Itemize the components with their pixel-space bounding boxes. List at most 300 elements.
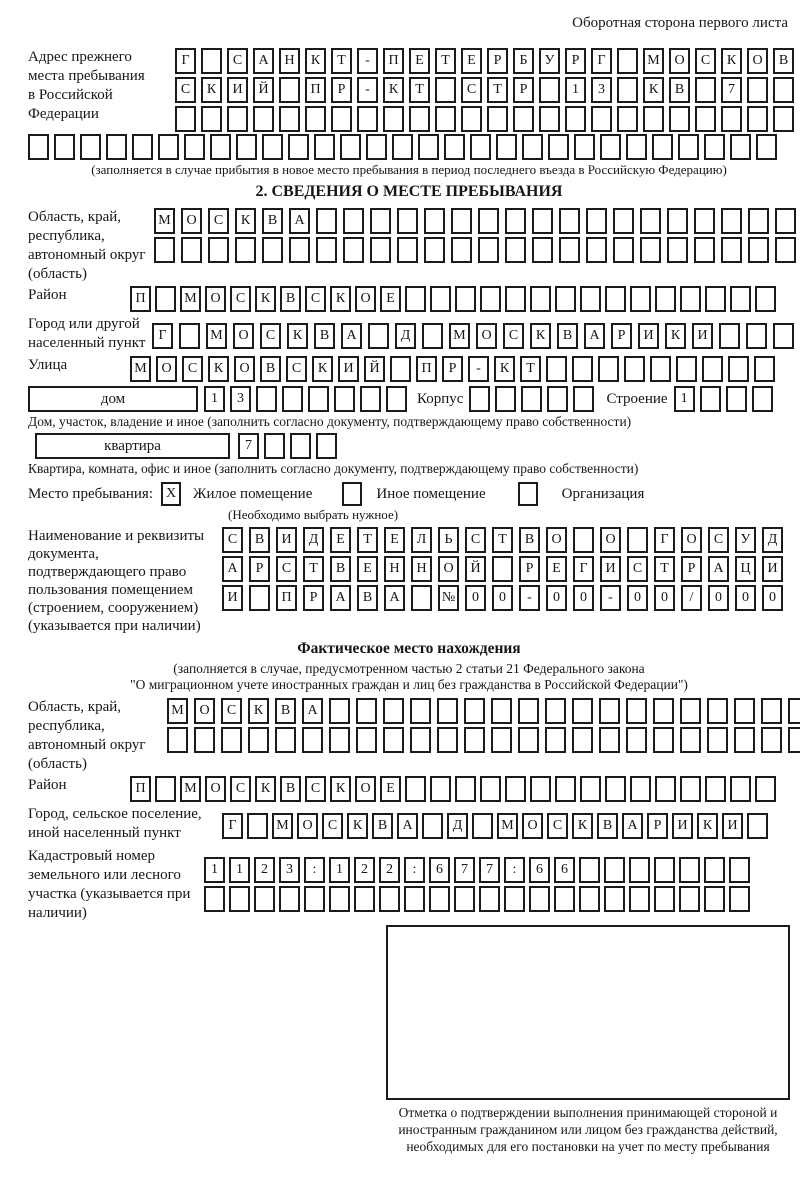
char-cell[interactable]: С bbox=[276, 556, 297, 582]
char-cell[interactable] bbox=[748, 208, 769, 234]
char-cell[interactable]: 3 bbox=[279, 857, 300, 883]
char-cell[interactable]: С bbox=[182, 356, 203, 382]
char-cell[interactable] bbox=[626, 727, 647, 753]
char-cell[interactable] bbox=[617, 48, 638, 74]
char-cell[interactable]: С bbox=[222, 527, 243, 553]
char-cell[interactable] bbox=[491, 727, 512, 753]
char-cell[interactable] bbox=[518, 698, 539, 724]
char-cell[interactable]: Е bbox=[409, 48, 430, 74]
char-cell[interactable] bbox=[370, 237, 391, 263]
char-cell[interactable] bbox=[754, 356, 775, 382]
char-cell[interactable] bbox=[210, 134, 231, 160]
char-cell[interactable]: А bbox=[222, 556, 243, 582]
char-cell[interactable] bbox=[572, 698, 593, 724]
char-cell[interactable] bbox=[435, 106, 456, 132]
char-cell[interactable] bbox=[705, 776, 726, 802]
char-cell[interactable]: Д bbox=[447, 813, 468, 839]
char-cell[interactable] bbox=[629, 857, 650, 883]
char-cell[interactable]: И bbox=[722, 813, 743, 839]
char-cell[interactable]: П bbox=[383, 48, 404, 74]
char-cell[interactable]: 1 bbox=[229, 857, 250, 883]
char-cell[interactable] bbox=[626, 698, 647, 724]
char-cell[interactable]: Р bbox=[681, 556, 702, 582]
char-cell[interactable]: О bbox=[205, 286, 226, 312]
char-cell[interactable] bbox=[316, 237, 337, 263]
char-cell[interactable] bbox=[572, 727, 593, 753]
char-cell[interactable]: Т bbox=[303, 556, 324, 582]
char-cell[interactable]: П bbox=[416, 356, 437, 382]
char-cell[interactable]: К bbox=[330, 776, 351, 802]
char-cell[interactable] bbox=[513, 106, 534, 132]
char-cell[interactable] bbox=[454, 886, 475, 912]
char-cell[interactable] bbox=[254, 886, 275, 912]
char-cell[interactable]: - bbox=[468, 356, 489, 382]
char-cell[interactable] bbox=[305, 106, 326, 132]
char-cell[interactable] bbox=[410, 727, 431, 753]
char-cell[interactable] bbox=[530, 776, 551, 802]
char-cell[interactable]: К bbox=[530, 323, 551, 349]
char-cell[interactable]: В bbox=[773, 48, 794, 74]
char-cell[interactable] bbox=[559, 237, 580, 263]
char-cell[interactable]: Е bbox=[357, 556, 378, 582]
char-cell[interactable] bbox=[655, 286, 676, 312]
char-cell[interactable] bbox=[617, 77, 638, 103]
char-cell[interactable] bbox=[654, 857, 675, 883]
char-cell[interactable]: С bbox=[227, 48, 248, 74]
char-cell[interactable] bbox=[730, 776, 751, 802]
char-cell[interactable] bbox=[586, 208, 607, 234]
char-cell[interactable]: Е bbox=[330, 527, 351, 553]
char-cell[interactable]: Н bbox=[279, 48, 300, 74]
char-cell[interactable] bbox=[356, 698, 377, 724]
char-cell[interactable] bbox=[204, 886, 225, 912]
char-cell[interactable]: 2 bbox=[254, 857, 275, 883]
char-cell[interactable]: В bbox=[249, 527, 270, 553]
char-cell[interactable]: С bbox=[627, 556, 648, 582]
char-cell[interactable] bbox=[247, 813, 268, 839]
char-cell[interactable]: 0 bbox=[465, 585, 486, 611]
char-cell[interactable] bbox=[707, 698, 728, 724]
char-cell[interactable] bbox=[539, 77, 560, 103]
char-cell[interactable] bbox=[308, 386, 329, 412]
char-cell[interactable]: С bbox=[305, 286, 326, 312]
char-cell[interactable] bbox=[290, 433, 311, 459]
char-cell[interactable]: Р bbox=[487, 48, 508, 74]
char-cell[interactable] bbox=[229, 886, 250, 912]
char-cell[interactable]: Т bbox=[520, 356, 541, 382]
char-cell[interactable] bbox=[279, 886, 300, 912]
char-cell[interactable] bbox=[495, 386, 516, 412]
char-cell[interactable]: 0 bbox=[573, 585, 594, 611]
char-cell[interactable] bbox=[600, 134, 621, 160]
char-cell[interactable]: 0 bbox=[627, 585, 648, 611]
char-cell[interactable] bbox=[617, 106, 638, 132]
char-cell[interactable] bbox=[775, 208, 796, 234]
char-cell[interactable]: К bbox=[572, 813, 593, 839]
char-cell[interactable]: Г bbox=[654, 527, 675, 553]
char-cell[interactable] bbox=[695, 77, 716, 103]
char-cell[interactable] bbox=[627, 527, 648, 553]
char-cell[interactable] bbox=[704, 886, 725, 912]
char-cell[interactable]: Т bbox=[654, 556, 675, 582]
char-cell[interactable]: Н bbox=[384, 556, 405, 582]
char-cell[interactable] bbox=[522, 134, 543, 160]
char-cell[interactable] bbox=[487, 106, 508, 132]
char-cell[interactable] bbox=[680, 698, 701, 724]
char-cell[interactable]: Т bbox=[409, 77, 430, 103]
char-cell[interactable]: М bbox=[643, 48, 664, 74]
char-cell[interactable] bbox=[521, 386, 542, 412]
char-cell[interactable] bbox=[532, 208, 553, 234]
stay-type-checkbox-other-premises[interactable] bbox=[342, 482, 362, 506]
char-cell[interactable] bbox=[158, 134, 179, 160]
char-cell[interactable] bbox=[155, 776, 176, 802]
char-cell[interactable]: О bbox=[476, 323, 497, 349]
char-cell[interactable] bbox=[559, 208, 580, 234]
char-cell[interactable]: А bbox=[341, 323, 362, 349]
char-cell[interactable]: 0 bbox=[654, 585, 675, 611]
char-cell[interactable]: С bbox=[230, 776, 251, 802]
char-cell[interactable]: С bbox=[175, 77, 196, 103]
char-cell[interactable]: Й bbox=[465, 556, 486, 582]
char-cell[interactable]: С bbox=[221, 698, 242, 724]
char-cell[interactable]: Р bbox=[647, 813, 668, 839]
char-cell[interactable]: Й bbox=[364, 356, 385, 382]
char-cell[interactable]: 6 bbox=[429, 857, 450, 883]
char-cell[interactable] bbox=[640, 237, 661, 263]
char-cell[interactable]: С bbox=[322, 813, 343, 839]
char-cell[interactable]: М bbox=[449, 323, 470, 349]
char-cell[interactable] bbox=[154, 237, 175, 263]
char-cell[interactable] bbox=[430, 286, 451, 312]
char-cell[interactable] bbox=[404, 886, 425, 912]
char-cell[interactable]: Д bbox=[395, 323, 416, 349]
char-cell[interactable] bbox=[773, 323, 794, 349]
char-cell[interactable] bbox=[705, 286, 726, 312]
char-cell[interactable] bbox=[694, 208, 715, 234]
char-cell[interactable]: Н bbox=[411, 556, 432, 582]
char-cell[interactable] bbox=[464, 698, 485, 724]
char-cell[interactable]: А bbox=[397, 813, 418, 839]
char-cell[interactable]: С bbox=[503, 323, 524, 349]
char-cell[interactable]: К bbox=[248, 698, 269, 724]
char-cell[interactable] bbox=[572, 356, 593, 382]
char-cell[interactable] bbox=[539, 106, 560, 132]
char-cell[interactable]: К bbox=[235, 208, 256, 234]
char-cell[interactable] bbox=[591, 106, 612, 132]
char-cell[interactable]: : bbox=[504, 857, 525, 883]
char-cell[interactable] bbox=[201, 106, 222, 132]
char-cell[interactable] bbox=[357, 106, 378, 132]
char-cell[interactable] bbox=[451, 208, 472, 234]
char-cell[interactable]: М bbox=[130, 356, 151, 382]
char-cell[interactable]: А bbox=[708, 556, 729, 582]
char-cell[interactable]: С bbox=[465, 527, 486, 553]
char-cell[interactable]: М bbox=[154, 208, 175, 234]
char-cell[interactable] bbox=[383, 727, 404, 753]
char-cell[interactable]: К bbox=[287, 323, 308, 349]
char-cell[interactable]: О bbox=[600, 527, 621, 553]
char-cell[interactable] bbox=[761, 727, 782, 753]
char-cell[interactable] bbox=[565, 106, 586, 132]
char-cell[interactable] bbox=[505, 208, 526, 234]
char-cell[interactable] bbox=[755, 286, 776, 312]
char-cell[interactable] bbox=[430, 776, 451, 802]
char-cell[interactable] bbox=[437, 727, 458, 753]
char-cell[interactable] bbox=[707, 727, 728, 753]
char-cell[interactable]: О bbox=[681, 527, 702, 553]
char-cell[interactable] bbox=[236, 134, 257, 160]
char-cell[interactable]: С bbox=[230, 286, 251, 312]
char-cell[interactable]: Р bbox=[611, 323, 632, 349]
char-cell[interactable] bbox=[775, 237, 796, 263]
char-cell[interactable]: О bbox=[181, 208, 202, 234]
char-cell[interactable] bbox=[586, 237, 607, 263]
char-cell[interactable]: - bbox=[357, 48, 378, 74]
char-cell[interactable] bbox=[469, 386, 490, 412]
char-cell[interactable]: Е bbox=[546, 556, 567, 582]
char-cell[interactable] bbox=[545, 727, 566, 753]
char-cell[interactable] bbox=[604, 886, 625, 912]
char-cell[interactable]: Р bbox=[565, 48, 586, 74]
char-cell[interactable]: К bbox=[312, 356, 333, 382]
char-cell[interactable]: Г bbox=[175, 48, 196, 74]
char-cell[interactable] bbox=[667, 208, 688, 234]
char-cell[interactable] bbox=[201, 48, 222, 74]
char-cell[interactable] bbox=[702, 356, 723, 382]
char-cell[interactable]: 1 bbox=[674, 386, 695, 412]
char-cell[interactable] bbox=[392, 134, 413, 160]
char-cell[interactable] bbox=[331, 106, 352, 132]
char-cell[interactable] bbox=[262, 237, 283, 263]
char-cell[interactable] bbox=[679, 886, 700, 912]
char-cell[interactable]: О bbox=[194, 698, 215, 724]
char-cell[interactable] bbox=[405, 776, 426, 802]
char-cell[interactable] bbox=[343, 237, 364, 263]
char-cell[interactable]: 3 bbox=[230, 386, 251, 412]
char-cell[interactable] bbox=[730, 286, 751, 312]
char-cell[interactable] bbox=[605, 776, 626, 802]
char-cell[interactable]: К bbox=[305, 48, 326, 74]
char-cell[interactable]: - bbox=[600, 585, 621, 611]
char-cell[interactable] bbox=[356, 727, 377, 753]
char-cell[interactable] bbox=[788, 727, 800, 753]
char-cell[interactable]: К bbox=[643, 77, 664, 103]
char-cell[interactable] bbox=[302, 727, 323, 753]
char-cell[interactable]: Г bbox=[222, 813, 243, 839]
char-cell[interactable] bbox=[279, 106, 300, 132]
char-cell[interactable]: О bbox=[355, 286, 376, 312]
char-cell[interactable]: 7 bbox=[479, 857, 500, 883]
char-cell[interactable] bbox=[652, 134, 673, 160]
char-cell[interactable]: А bbox=[384, 585, 405, 611]
char-cell[interactable] bbox=[264, 433, 285, 459]
char-cell[interactable]: : bbox=[304, 857, 325, 883]
char-cell[interactable]: И bbox=[672, 813, 693, 839]
char-cell[interactable]: В bbox=[357, 585, 378, 611]
char-cell[interactable] bbox=[729, 886, 750, 912]
char-cell[interactable] bbox=[719, 323, 740, 349]
char-cell[interactable] bbox=[613, 237, 634, 263]
char-cell[interactable]: 1 bbox=[204, 857, 225, 883]
char-cell[interactable] bbox=[580, 776, 601, 802]
char-cell[interactable]: П bbox=[130, 776, 151, 802]
char-cell[interactable]: О bbox=[205, 776, 226, 802]
char-cell[interactable] bbox=[630, 776, 651, 802]
char-cell[interactable] bbox=[208, 237, 229, 263]
char-cell[interactable] bbox=[755, 776, 776, 802]
char-cell[interactable] bbox=[479, 886, 500, 912]
char-cell[interactable] bbox=[256, 386, 277, 412]
char-cell[interactable]: Г bbox=[152, 323, 173, 349]
char-cell[interactable] bbox=[599, 727, 620, 753]
char-cell[interactable] bbox=[472, 813, 493, 839]
char-cell[interactable]: О bbox=[355, 776, 376, 802]
char-cell[interactable]: М bbox=[497, 813, 518, 839]
char-cell[interactable]: А bbox=[622, 813, 643, 839]
char-cell[interactable] bbox=[650, 356, 671, 382]
char-cell[interactable]: В bbox=[557, 323, 578, 349]
char-cell[interactable] bbox=[545, 698, 566, 724]
char-cell[interactable] bbox=[397, 208, 418, 234]
char-cell[interactable]: В bbox=[372, 813, 393, 839]
char-cell[interactable]: Д bbox=[762, 527, 783, 553]
char-cell[interactable]: 0 bbox=[492, 585, 513, 611]
char-cell[interactable] bbox=[316, 208, 337, 234]
char-cell[interactable]: К bbox=[665, 323, 686, 349]
char-cell[interactable]: О bbox=[233, 323, 254, 349]
char-cell[interactable] bbox=[464, 727, 485, 753]
char-cell[interactable]: И bbox=[638, 323, 659, 349]
char-cell[interactable] bbox=[573, 527, 594, 553]
char-cell[interactable] bbox=[721, 106, 742, 132]
char-cell[interactable] bbox=[360, 386, 381, 412]
char-cell[interactable] bbox=[80, 134, 101, 160]
char-cell[interactable] bbox=[316, 433, 337, 459]
char-cell[interactable] bbox=[734, 698, 755, 724]
char-cell[interactable]: Т bbox=[331, 48, 352, 74]
char-cell[interactable]: А bbox=[253, 48, 274, 74]
char-cell[interactable]: А bbox=[584, 323, 605, 349]
char-cell[interactable] bbox=[106, 134, 127, 160]
char-cell[interactable] bbox=[470, 134, 491, 160]
char-cell[interactable]: 2 bbox=[379, 857, 400, 883]
char-cell[interactable] bbox=[574, 134, 595, 160]
char-cell[interactable] bbox=[334, 386, 355, 412]
char-cell[interactable] bbox=[304, 886, 325, 912]
char-cell[interactable] bbox=[54, 134, 75, 160]
char-cell[interactable] bbox=[368, 323, 389, 349]
char-cell[interactable]: Е bbox=[380, 286, 401, 312]
char-cell[interactable]: 7 bbox=[454, 857, 475, 883]
char-cell[interactable] bbox=[726, 386, 747, 412]
char-cell[interactable]: В bbox=[280, 776, 301, 802]
char-cell[interactable] bbox=[704, 134, 725, 160]
char-cell[interactable]: Е bbox=[461, 48, 482, 74]
char-cell[interactable]: П bbox=[130, 286, 151, 312]
char-cell[interactable] bbox=[518, 727, 539, 753]
char-cell[interactable]: А bbox=[330, 585, 351, 611]
char-cell[interactable]: Ц bbox=[735, 556, 756, 582]
char-cell[interactable] bbox=[747, 77, 768, 103]
char-cell[interactable] bbox=[721, 208, 742, 234]
char-cell[interactable]: С bbox=[208, 208, 229, 234]
char-cell[interactable] bbox=[28, 134, 49, 160]
char-cell[interactable] bbox=[424, 237, 445, 263]
char-cell[interactable] bbox=[435, 77, 456, 103]
char-cell[interactable]: С bbox=[305, 776, 326, 802]
char-cell[interactable] bbox=[752, 386, 773, 412]
char-cell[interactable]: Т bbox=[487, 77, 508, 103]
char-cell[interactable]: П bbox=[305, 77, 326, 103]
char-cell[interactable]: Б bbox=[513, 48, 534, 74]
char-cell[interactable] bbox=[579, 857, 600, 883]
char-cell[interactable] bbox=[680, 727, 701, 753]
char-cell[interactable]: А bbox=[302, 698, 323, 724]
char-cell[interactable] bbox=[444, 134, 465, 160]
char-cell[interactable] bbox=[235, 237, 256, 263]
char-cell[interactable]: В bbox=[275, 698, 296, 724]
char-cell[interactable] bbox=[530, 286, 551, 312]
char-cell[interactable]: 0 bbox=[708, 585, 729, 611]
char-cell[interactable] bbox=[221, 727, 242, 753]
char-cell[interactable]: И bbox=[600, 556, 621, 582]
char-cell[interactable]: Д bbox=[303, 527, 324, 553]
char-cell[interactable] bbox=[181, 237, 202, 263]
char-cell[interactable]: 6 bbox=[529, 857, 550, 883]
char-cell[interactable]: 1 bbox=[565, 77, 586, 103]
char-cell[interactable] bbox=[194, 727, 215, 753]
char-cell[interactable] bbox=[379, 886, 400, 912]
char-cell[interactable] bbox=[282, 386, 303, 412]
char-cell[interactable] bbox=[248, 727, 269, 753]
char-cell[interactable] bbox=[455, 776, 476, 802]
char-cell[interactable]: Ь bbox=[438, 527, 459, 553]
char-cell[interactable] bbox=[643, 106, 664, 132]
char-cell[interactable]: И bbox=[276, 527, 297, 553]
char-cell[interactable] bbox=[680, 286, 701, 312]
char-cell[interactable] bbox=[747, 106, 768, 132]
char-cell[interactable] bbox=[383, 106, 404, 132]
char-cell[interactable] bbox=[669, 106, 690, 132]
char-cell[interactable]: С bbox=[286, 356, 307, 382]
char-cell[interactable] bbox=[695, 106, 716, 132]
char-cell[interactable] bbox=[704, 857, 725, 883]
char-cell[interactable]: 0 bbox=[735, 585, 756, 611]
char-cell[interactable] bbox=[343, 208, 364, 234]
char-cell[interactable] bbox=[788, 698, 800, 724]
char-cell[interactable]: 1 bbox=[204, 386, 225, 412]
char-cell[interactable] bbox=[289, 237, 310, 263]
char-cell[interactable] bbox=[599, 698, 620, 724]
char-cell[interactable] bbox=[249, 585, 270, 611]
char-cell[interactable]: К bbox=[330, 286, 351, 312]
char-cell[interactable] bbox=[437, 698, 458, 724]
char-cell[interactable]: С bbox=[461, 77, 482, 103]
char-cell[interactable]: С bbox=[708, 527, 729, 553]
char-cell[interactable] bbox=[546, 356, 567, 382]
char-cell[interactable] bbox=[554, 886, 575, 912]
char-cell[interactable] bbox=[624, 356, 645, 382]
char-cell[interactable] bbox=[480, 776, 501, 802]
char-cell[interactable]: К bbox=[255, 776, 276, 802]
char-cell[interactable] bbox=[478, 237, 499, 263]
char-cell[interactable] bbox=[773, 77, 794, 103]
char-cell[interactable]: Р bbox=[249, 556, 270, 582]
char-cell[interactable] bbox=[667, 237, 688, 263]
char-cell[interactable]: 3 bbox=[591, 77, 612, 103]
char-cell[interactable]: У bbox=[735, 527, 756, 553]
